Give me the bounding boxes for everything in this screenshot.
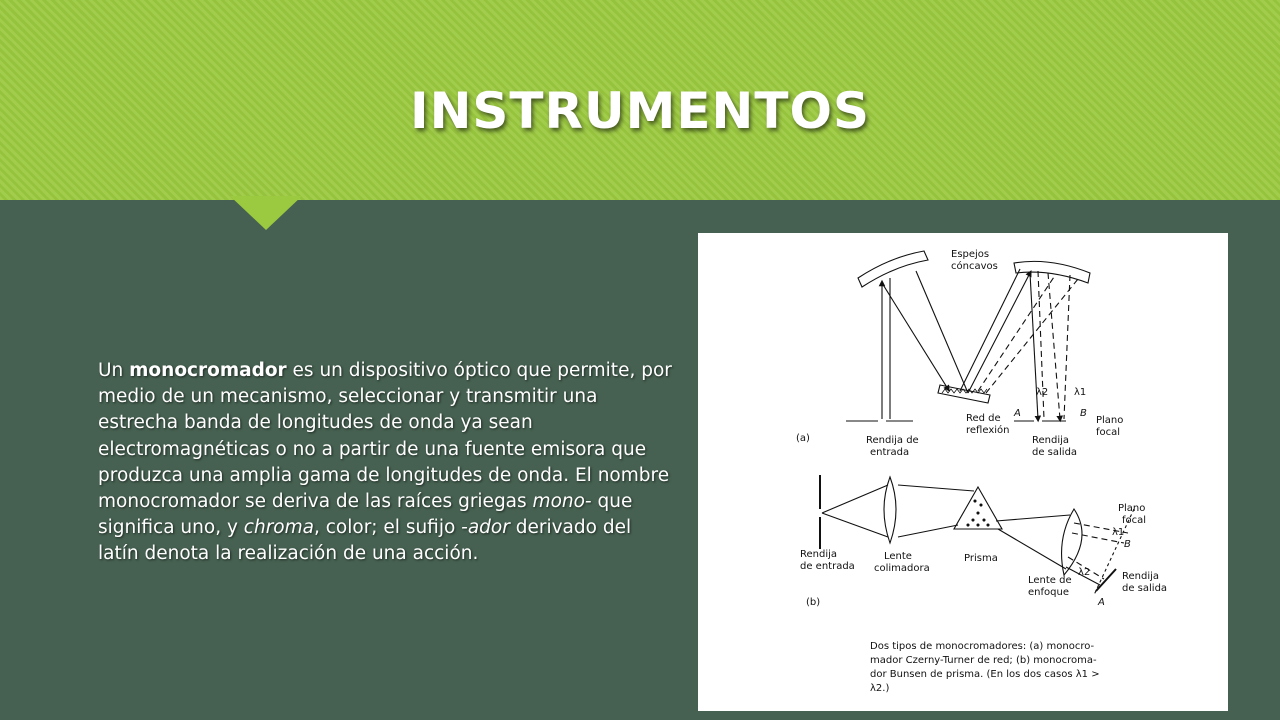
prism	[954, 487, 1002, 529]
label-point-a: A	[1098, 597, 1105, 608]
label-entrance-slit: de entrada	[800, 561, 855, 572]
label-focal-plane: Plano	[1096, 415, 1124, 426]
label-focal-plane: Plano	[1118, 503, 1146, 514]
caption-line: Dos tipos de monocromadores: (a) monocro-	[870, 641, 1095, 652]
banner-notch	[230, 196, 302, 230]
label-focal-plane: focal	[1096, 427, 1121, 438]
label-focal-plane: focal	[1122, 515, 1147, 526]
label-point-a: A	[1014, 408, 1021, 419]
caption-line: dor Bunsen de prisma. (En los dos casos λ1 >	[870, 669, 1100, 680]
label-exit-slit: Rendija	[1032, 435, 1070, 446]
label-focusing-lens: Lente de	[1028, 575, 1072, 586]
label-exit-slit: Rendija	[1122, 571, 1160, 582]
label-entrance-slit: Rendija	[800, 549, 838, 560]
label-point-b: B	[1124, 539, 1131, 550]
term-monocromador: monocromador	[129, 360, 287, 381]
monochromator-diagram	[698, 233, 1228, 711]
label-lambda2: λ2	[1036, 387, 1049, 398]
text-run: derivado del latín denota la realización de una acción.	[98, 517, 632, 565]
slide-title: INSTRUMENTOS	[409, 82, 871, 140]
text-run: , color; el sufijo	[313, 517, 462, 539]
figure-caption	[870, 641, 1100, 694]
label-lambda1: λ1	[1112, 527, 1125, 538]
label-focusing-lens: enfoque	[1028, 587, 1069, 598]
diagram-a	[846, 251, 1090, 421]
text-run: que significa uno, y	[98, 491, 633, 539]
focusing-lens	[1062, 509, 1082, 575]
label-exit-slit: de salida	[1122, 583, 1168, 594]
label-prism: Prisma	[964, 553, 998, 564]
concave-mirror-left	[858, 251, 928, 287]
label-mirrors: cóncavos	[951, 261, 998, 272]
term-ador: -ador	[461, 517, 510, 539]
caption-line: λ2.)	[870, 683, 890, 694]
label-lambda1: λ1	[1074, 387, 1087, 398]
term-mono: mono-	[532, 491, 592, 513]
label-lambda2: λ2	[1078, 567, 1091, 578]
label-mirrors: Espejos	[951, 249, 990, 260]
label-point-b: B	[1080, 408, 1087, 419]
text-run: es un dispositivo óptico que permite, por medio de un mecanismo, seleccionar y transmitir una estrecha banda de longitudes de onda ya sean electromagnéticas o no a partir de una fuente emisora que produzca una amplia gama de longitudes de onda. El nombre monocromador se deriva de las raíces griegas	[98, 360, 672, 513]
label-diagram-a: (a)	[796, 433, 810, 444]
caption-line: mador Czerny-Turner de red; (b) monocroma-	[870, 655, 1097, 666]
label-entrance-slit: Rendija de	[866, 435, 919, 446]
label-collimator-lens: Lente	[884, 551, 912, 562]
exit-slit	[1096, 569, 1116, 591]
label-diagram-b: (b)	[806, 597, 821, 608]
collimator-lens	[884, 477, 896, 543]
label-collimator-lens: colimadora	[874, 563, 930, 574]
term-chroma: chroma	[243, 517, 314, 539]
diagram-a-labels	[796, 249, 1123, 458]
label-entrance-slit: entrada	[870, 447, 910, 458]
monochromator-figure	[698, 233, 1228, 711]
reflection-grating	[938, 385, 990, 403]
label-exit-slit: de salida	[1032, 447, 1078, 458]
description-paragraph	[98, 358, 673, 568]
text-run: Un	[98, 360, 130, 381]
label-grating: Red de	[966, 413, 1001, 424]
label-grating: reflexión	[966, 425, 1010, 436]
